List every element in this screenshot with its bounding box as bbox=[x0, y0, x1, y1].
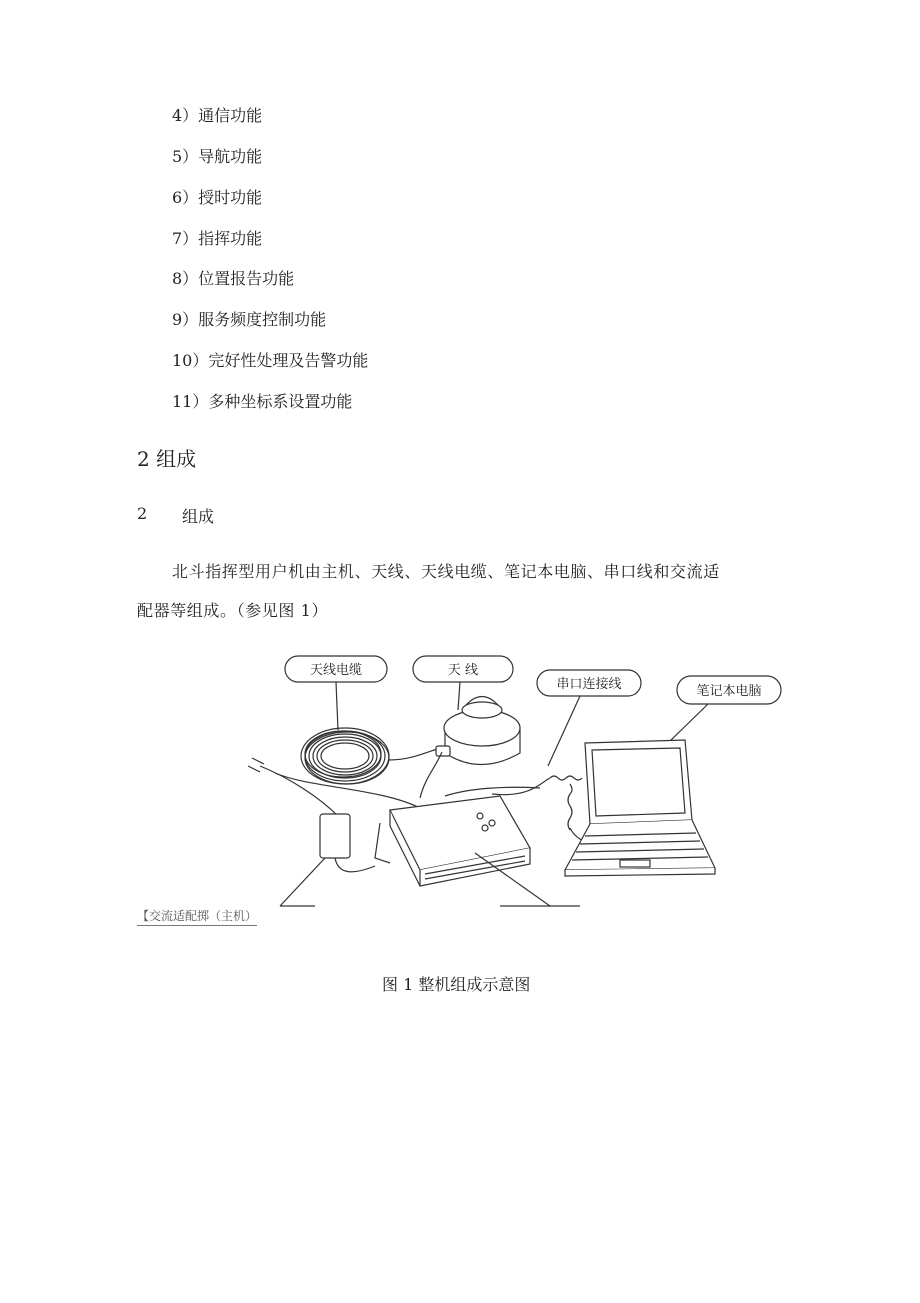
list-item: 8）位置报告功能 bbox=[172, 269, 295, 288]
laptop bbox=[565, 740, 715, 876]
list-item: 9）服务频度控制功能 bbox=[172, 310, 327, 329]
subsection-number: 2 bbox=[137, 504, 148, 523]
antenna-dome bbox=[436, 697, 520, 765]
laptop-label: 笔记本电脑 bbox=[696, 684, 762, 699]
main-unit bbox=[375, 796, 530, 886]
list-item: 10）完好性处理及告警功能 bbox=[172, 351, 369, 370]
section-heading: 2 组成 bbox=[137, 447, 197, 471]
paragraph-line-2: 配器等组成。（参见图 1） bbox=[137, 601, 329, 620]
antenna-cable-coil bbox=[301, 728, 389, 784]
ac-adapter bbox=[320, 814, 350, 858]
list-item: 5）导航功能 bbox=[172, 147, 263, 166]
serial-label: 串口连接线 bbox=[556, 677, 622, 692]
paragraph-line-1: 北斗指挥型用户机由主机、天线、天线电缆、笔记本电脑、串口线和交流适 bbox=[172, 562, 720, 581]
cable-label: 天线电缆 bbox=[309, 663, 363, 678]
figure-caption: 图 1 整机组成示意图 bbox=[382, 975, 531, 994]
list-item: 6）授时功能 bbox=[172, 188, 263, 207]
antenna-label: 天 线 bbox=[447, 663, 479, 678]
system-composition-figure bbox=[230, 648, 762, 910]
list-item: 7）指挥功能 bbox=[172, 229, 263, 248]
subsection-title: 组成 bbox=[182, 507, 215, 526]
figure-left-label: 【交流适配掷（主机） bbox=[137, 907, 257, 926]
list-item: 4）通信功能 bbox=[172, 106, 263, 125]
list-item: 11）多种坐标系设置功能 bbox=[172, 392, 353, 411]
